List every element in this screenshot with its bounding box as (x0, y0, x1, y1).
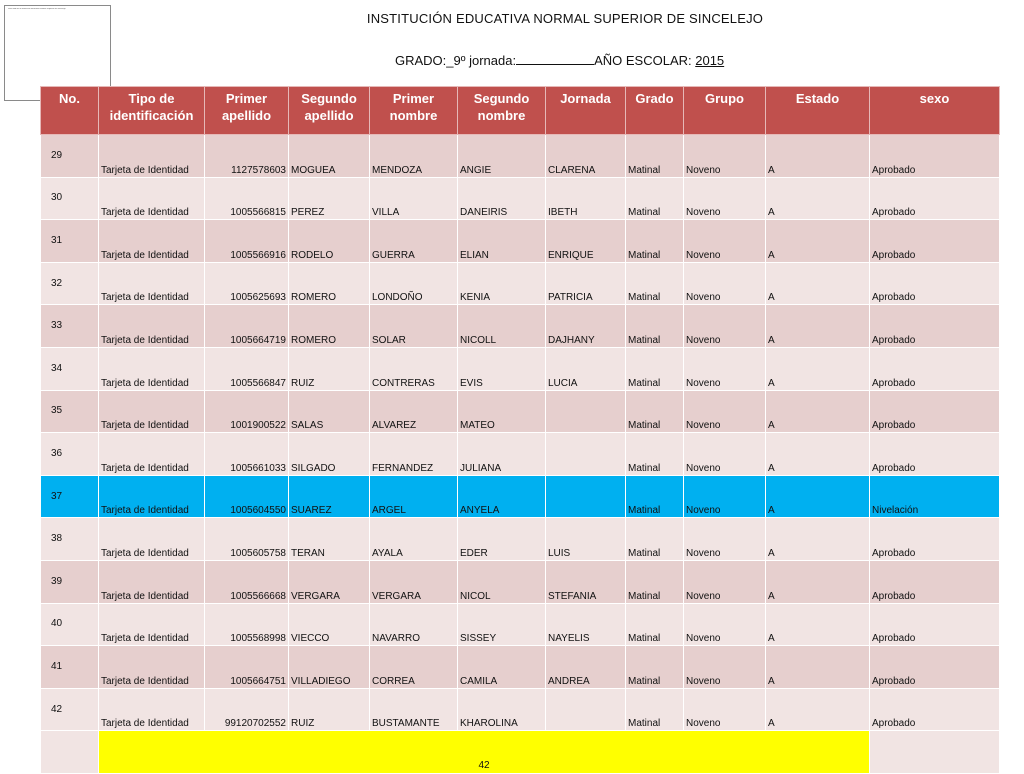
grupo-cell: A (766, 177, 870, 220)
estado-cell: Aprobado (870, 390, 1000, 433)
jornada-cell: Matinal (626, 135, 684, 178)
first-surname-cell: TERAN (289, 518, 370, 561)
second-name-cell: DAJHANY (546, 305, 626, 348)
row-number-cell: 37 (41, 475, 99, 518)
grado-cell: Noveno (684, 603, 766, 646)
id-type-cell: Tarjeta de Identidad (99, 135, 205, 178)
table-row (41, 177, 1000, 220)
second-name-cell: PATRICIA (546, 262, 626, 305)
header-row (41, 87, 1000, 135)
first-name-cell: NICOL (458, 560, 546, 603)
grado-cell: Noveno (684, 475, 766, 518)
second-name-cell (546, 390, 626, 433)
grupo-cell: A (766, 347, 870, 390)
first-name-cell: ANGIE (458, 135, 546, 178)
second-surname-cell: CORREA (370, 646, 458, 689)
first-name-cell: CAMILA (458, 646, 546, 689)
first-surname-cell: VIECCO (289, 603, 370, 646)
grupo-cell: A (766, 262, 870, 305)
estado-cell: Aprobado (870, 347, 1000, 390)
grupo-cell: A (766, 603, 870, 646)
id-number-cell: 1005566916 (205, 220, 289, 263)
first-surname-cell: VILLADIEGO (289, 646, 370, 689)
second-surname-cell: NAVARRO (370, 603, 458, 646)
id-number-cell: 1005625693 (205, 262, 289, 305)
id-number-cell: 1005605758 (205, 518, 289, 561)
grado-cell: Noveno (684, 177, 766, 220)
first-name-cell: NICOLL (458, 305, 546, 348)
second-surname-cell: VILLA (370, 177, 458, 220)
table-row (41, 262, 1000, 305)
first-name-cell: KENIA (458, 262, 546, 305)
first-surname-cell: SUAREZ (289, 475, 370, 518)
table-row (41, 518, 1000, 561)
jornada-cell: Matinal (626, 433, 684, 476)
first-surname-cell: PEREZ (289, 177, 370, 220)
grupo-cell: A (766, 135, 870, 178)
jornada-blank (516, 53, 594, 65)
grado-cell: Noveno (684, 135, 766, 178)
id-number-cell: 1001900522 (205, 390, 289, 433)
first-name-cell: JULIANA (458, 433, 546, 476)
table-row (41, 688, 1000, 731)
second-surname-cell: ALVAREZ (370, 390, 458, 433)
row-number-cell: 41 (41, 646, 99, 689)
row-number-cell: 42 (41, 688, 99, 731)
estado-cell: Aprobado (870, 518, 1000, 561)
grado-cell: Noveno (684, 646, 766, 689)
grupo-cell: A (766, 688, 870, 731)
second-surname-cell: BUSTAMANTE (370, 688, 458, 731)
table-row (41, 347, 1000, 390)
first-name-cell: DANEIRIS (458, 177, 546, 220)
id-type-cell: Tarjeta de Identidad (99, 560, 205, 603)
page-title: INSTITUCIÓN EDUCATIVA NORMAL SUPERIOR DE SINCELEJO (366, 11, 764, 26)
first-surname-cell: ROMERO (289, 262, 370, 305)
jornada-cell: Matinal (626, 177, 684, 220)
id-type-cell: Tarjeta de Identidad (99, 433, 205, 476)
table-row (41, 603, 1000, 646)
jornada-cell: Matinal (626, 305, 684, 348)
row-number-cell: 35 (41, 390, 99, 433)
grupo-cell: A (766, 560, 870, 603)
grado-cell: Noveno (684, 560, 766, 603)
id-number-cell: 1005604550 (205, 475, 289, 518)
first-surname-cell: SILGADO (289, 433, 370, 476)
first-surname-cell: VERGARA (289, 560, 370, 603)
grupo-cell: A (766, 475, 870, 518)
second-name-cell: ENRIQUE (546, 220, 626, 263)
second-surname-cell: ARGEL (370, 475, 458, 518)
row-number-cell: 36 (41, 433, 99, 476)
second-name-cell (546, 688, 626, 731)
first-name-cell: SISSEY (458, 603, 546, 646)
row-number-cell: 38 (41, 518, 99, 561)
estado-cell: Aprobado (870, 220, 1000, 263)
table-row (41, 433, 1000, 476)
id-type-cell: Tarjeta de Identidad (99, 262, 205, 305)
col-header: Grado (626, 87, 684, 135)
grado-cell: Noveno (684, 518, 766, 561)
total-spacer (41, 731, 99, 774)
second-name-cell (546, 433, 626, 476)
col-header: sexo (870, 87, 1000, 135)
id-number-cell: 1005566847 (205, 347, 289, 390)
id-type-cell: Tarjeta de Identidad (99, 390, 205, 433)
jornada-cell: Matinal (626, 220, 684, 263)
estado-cell: Aprobado (870, 433, 1000, 476)
table-row (41, 390, 1000, 433)
first-surname-cell: RODELO (289, 220, 370, 263)
grado-cell: Noveno (684, 262, 766, 305)
estado-cell: Aprobado (870, 262, 1000, 305)
grupo-cell: A (766, 220, 870, 263)
anio-label: AÑO ESCOLAR: (594, 53, 696, 68)
first-name-cell: EVIS (458, 347, 546, 390)
first-surname-cell: ROMERO (289, 305, 370, 348)
first-surname-cell: SALAS (289, 390, 370, 433)
grupo-cell: A (766, 433, 870, 476)
first-surname-cell: MOGUEA (289, 135, 370, 178)
second-name-cell: STEFANIA (546, 560, 626, 603)
second-surname-cell: LONDOÑO (370, 262, 458, 305)
second-surname-cell: SOLAR (370, 305, 458, 348)
id-type-cell: Tarjeta de Identidad (99, 305, 205, 348)
grupo-cell: A (766, 390, 870, 433)
grado-cell: Noveno (684, 390, 766, 433)
id-type-cell: Tarjeta de Identidad (99, 220, 205, 263)
grado-label: GRADO:_9º jornada: (395, 53, 517, 68)
grupo-cell: A (766, 305, 870, 348)
second-surname-cell: MENDOZA (370, 135, 458, 178)
second-name-cell: LUCIA (546, 347, 626, 390)
id-type-cell: Tarjeta de Identidad (99, 347, 205, 390)
first-surname-cell: RUIZ (289, 347, 370, 390)
total-spacer (870, 731, 1000, 774)
table-row (41, 305, 1000, 348)
id-number-cell: 1127578603 (205, 135, 289, 178)
second-name-cell: ANDREA (546, 646, 626, 689)
table-row (41, 475, 1000, 518)
row-number-cell: 31 (41, 220, 99, 263)
col-header: Grupo (684, 87, 766, 135)
jornada-cell: Matinal (626, 688, 684, 731)
id-number-cell: 1005568998 (205, 603, 289, 646)
row-number-cell: 29 (41, 135, 99, 178)
second-name-cell (546, 475, 626, 518)
table-row (41, 135, 1000, 178)
second-surname-cell: FERNANDEZ (370, 433, 458, 476)
id-number-cell: 1005566668 (205, 560, 289, 603)
id-number-cell: 1005566815 (205, 177, 289, 220)
table-row (41, 220, 1000, 263)
id-number-cell: 1005661033 (205, 433, 289, 476)
grupo-cell: A (766, 646, 870, 689)
second-surname-cell: GUERRA (370, 220, 458, 263)
col-header: Primer nombre (370, 87, 458, 135)
jornada-cell: Matinal (626, 475, 684, 518)
row-number-cell: 39 (41, 560, 99, 603)
jornada-cell: Matinal (626, 262, 684, 305)
grado-cell: Noveno (684, 220, 766, 263)
grado-cell: Noveno (684, 347, 766, 390)
students-table (40, 86, 1000, 774)
total-row (41, 731, 1000, 774)
total-count: 42 (99, 731, 870, 774)
estado-cell: Aprobado (870, 560, 1000, 603)
row-number-cell: 34 (41, 347, 99, 390)
estado-cell: Nivelación (870, 475, 1000, 518)
estado-cell: Aprobado (870, 177, 1000, 220)
id-type-cell: Tarjeta de Identidad (99, 603, 205, 646)
second-name-cell: LUIS (546, 518, 626, 561)
row-number-cell: 33 (41, 305, 99, 348)
id-type-cell: Tarjeta de Identidad (99, 646, 205, 689)
id-type-cell: Tarjeta de Identidad (99, 177, 205, 220)
row-number-cell: 32 (41, 262, 99, 305)
col-header: Primer apellido (205, 87, 289, 135)
col-header: Jornada (546, 87, 626, 135)
first-surname-cell: RUIZ (289, 688, 370, 731)
second-surname-cell: CONTRERAS (370, 347, 458, 390)
col-header: Estado (766, 87, 870, 135)
estado-cell: Aprobado (870, 603, 1000, 646)
estado-cell: Aprobado (870, 688, 1000, 731)
table-row (41, 646, 1000, 689)
grado-cell: Noveno (684, 433, 766, 476)
second-name-cell: CLARENA (546, 135, 626, 178)
jornada-cell: Matinal (626, 646, 684, 689)
estado-cell: Aprobado (870, 646, 1000, 689)
grupo-cell: A (766, 518, 870, 561)
grado-cell: Noveno (684, 688, 766, 731)
id-number-cell: 1005664751 (205, 646, 289, 689)
id-type-cell: Tarjeta de Identidad (99, 688, 205, 731)
logo-caption: Sitio web de la institución educativa normal superior de Sincelejo (8, 8, 66, 10)
second-surname-cell: VERGARA (370, 560, 458, 603)
table-row (41, 560, 1000, 603)
first-name-cell: EDER (458, 518, 546, 561)
id-number-cell: 99120702552 (205, 688, 289, 731)
id-type-cell: Tarjeta de Identidad (99, 475, 205, 518)
first-name-cell: KHAROLINA (458, 688, 546, 731)
first-name-cell: ANYELA (458, 475, 546, 518)
second-name-cell: NAYELIS (546, 603, 626, 646)
estado-cell: Aprobado (870, 135, 1000, 178)
second-name-cell: IBETH (546, 177, 626, 220)
grado-cell: Noveno (684, 305, 766, 348)
jornada-cell: Matinal (626, 518, 684, 561)
jornada-cell: Matinal (626, 347, 684, 390)
grade-line (395, 53, 724, 68)
estado-cell: Aprobado (870, 305, 1000, 348)
row-number-cell: 30 (41, 177, 99, 220)
id-number-cell: 1005664719 (205, 305, 289, 348)
first-name-cell: MATEO (458, 390, 546, 433)
col-header: Segundo apellido (289, 87, 370, 135)
second-surname-cell: AYALA (370, 518, 458, 561)
first-name-cell: ELIAN (458, 220, 546, 263)
jornada-cell: Matinal (626, 390, 684, 433)
col-header: Tipo de identificación (99, 87, 205, 135)
row-number-cell: 40 (41, 603, 99, 646)
jornada-cell: Matinal (626, 603, 684, 646)
anio-value: 2015 (695, 53, 725, 68)
jornada-cell: Matinal (626, 560, 684, 603)
id-type-cell: Tarjeta de Identidad (99, 518, 205, 561)
col-header: No. (41, 87, 99, 135)
col-header: Segundo nombre (458, 87, 546, 135)
